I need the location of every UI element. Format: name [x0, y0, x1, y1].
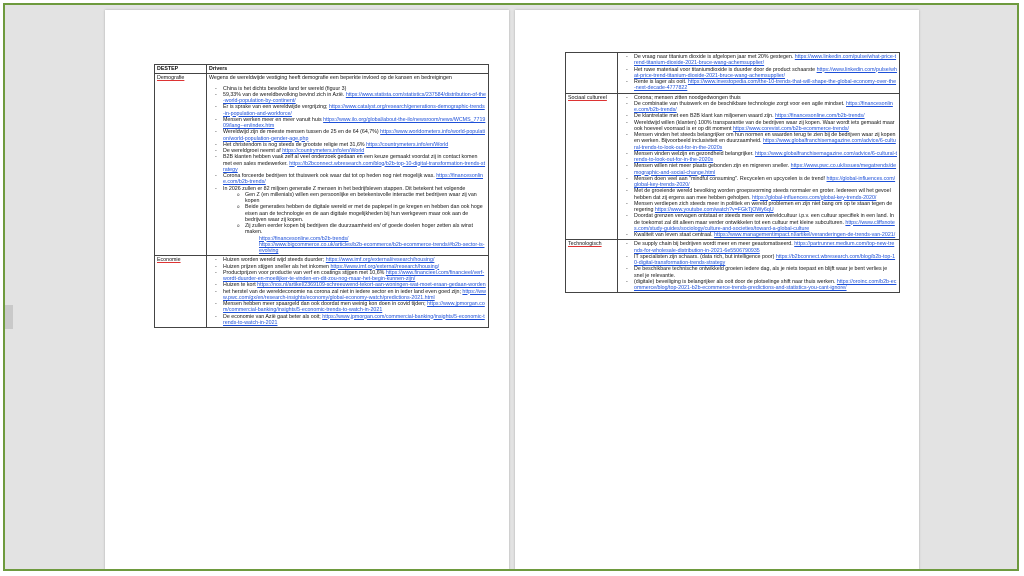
table-row-technologisch: [566, 240, 900, 293]
category-technologisch: Technologisch: [568, 241, 602, 248]
hyperlink[interactable]: https://www.catalyst.org/research/generations-demographic-trends-in-population-and-workforce/: [223, 104, 485, 117]
hyperlink[interactable]: https://www.jpmorgan.com/commercial-banking/insights/5-economic-trends-to-watch-in-2021: [223, 313, 485, 326]
item-text: De vraag naar titanium dioxide is afgelopen jaar met 20% gestegen.: [634, 54, 794, 60]
hyperlink[interactable]: https://financesonline.com/b2b-trends/: [634, 100, 893, 113]
gen-z-sublist: [231, 192, 486, 236]
list-item: [223, 270, 486, 283]
list-item: [634, 101, 897, 114]
technologisch-list: [620, 241, 897, 291]
sub-link[interactable]: https://financesonline.com/b2b-trends/: [259, 235, 349, 242]
hyperlink[interactable]: https://nos.nl/artikel/2369109-schreeuwend-tekort-aan-woningen-wat-moet-eraan-gedaan-worden: [257, 282, 486, 289]
hyperlink[interactable]: https://financesonline.com/b2b-trends/: [775, 113, 865, 120]
item-text: In 2026 zullen er 82 miljoen generatie Z mensen in het bedrijfsleven stappen. Dit betekent het volgende: [223, 185, 466, 192]
item-text: Met de groeiende wereld bevolking worden groepsvorming steeds normaler en groter. Iedereen wil het gevoel hebben dat zij ergens aan mee hebben geholpen.: [634, 188, 891, 201]
list-item: [634, 279, 897, 292]
item-text: Huizen te kort: [223, 282, 256, 289]
item-text: China is het dichts bevolkte land ter wereld (figuur 3): [223, 85, 347, 92]
item-text: Wereldwijd willen (klanten) 100% transparantie van de bedrijven waar zij kopen. Waar wordt iets gemaakt maar ook hoeveel voorraad is er op dit moment: [634, 119, 895, 132]
hyperlink[interactable]: https://b2bconnect.wbresearch.com/blog/b2b-top-10-digital-transformation-trends-strategy: [634, 253, 896, 266]
item-text: Mensen vinden het steeds belangrijker om hun normen en waarden terug te zien bij de bedrijven waar zij kopen en werken. Bijvoorbeeld inclusiviteit en duurzaamheid.: [634, 132, 896, 145]
item-text: Corona; mensen zitten noodgedwongen thuis: [634, 94, 741, 101]
item-text: De economie van Azië gaat beter als ooit;: [223, 313, 321, 320]
hyperlink[interactable]: https://www.managementimpact.nl/artikel/veranderingen-de-trends-van-2021/: [714, 232, 896, 238]
hyperlink[interactable]: https://www.jpmorgan.com/commercial-banking/insights/5-economic-trends-to-watch-in-2021: [223, 301, 485, 314]
table-header-row: [155, 65, 489, 74]
list-item: [223, 301, 486, 314]
category-sociaal-cultureel: Sociaal cultureel: [568, 94, 607, 101]
list-item: [223, 117, 486, 130]
item-text: het herstel van de wereldeconomie na corona zal niet in iedere sector en in ieder land even goed zijn;: [223, 288, 461, 295]
list-item: [223, 104, 486, 117]
item-text: Mensen verdiepen zich steeds meer in politiek en wereld problemen en zijn niet bang om op te staan tegen de regering: [634, 200, 893, 213]
hyperlink[interactable]: https://www.youtube.com/watch?v=FGkTjOWy6qU: [654, 207, 774, 213]
item-text: Corona forceerde bedrijven tot thuiswerk ook waar dat tot op heden nog niet mogelijk was.: [223, 173, 435, 179]
list-item: [634, 266, 897, 279]
list-item: [223, 154, 486, 173]
list-item: [634, 241, 897, 254]
hyperlink[interactable]: https://www.financieel.com/financieel/verf-wordt-duurder-en-moeilijker-te-vinden-en-dit-zou-nog-maar-het-begin-kunnen-zijn/: [223, 269, 485, 282]
item-text: De supply chain bij bedrijven wordt meer en meer geautomatiseerd.: [634, 241, 793, 248]
hyperlink[interactable]: https://www.pwc.co.uk/issues/megatrends/demographic-and-social-change.html: [634, 163, 897, 176]
item-text: Kwaliteit van leven staat centraal.: [634, 232, 713, 238]
list-item: [634, 54, 897, 67]
table-row-economie-continued: [566, 53, 900, 94]
economie-continued-list: [620, 54, 897, 92]
category-demografie: Demografie: [157, 75, 185, 82]
hyperlink[interactable]: https://www.worldometers.info/world-population/world-population-gender-age.php: [223, 129, 485, 142]
item-text: Het christendom is nog steeds de grootste religie met 31,6%: [223, 141, 365, 148]
table-row-economie: [155, 256, 489, 328]
item-text: Het ruwe materiaal voor titaniumdioxide is duurder door de product schaarste: [634, 66, 816, 73]
item-text: IT specialisten zijn schaars. (data rich, but intelligence poor): [634, 253, 775, 260]
list-item: [634, 132, 897, 151]
header-drivers: Drivers: [207, 65, 489, 74]
hyperlink[interactable]: https://www.linkedin.com/pulse/what-price-trend-titanium-dioxide-2021-bruce-wang-achemsupplier/: [634, 66, 897, 79]
item-text: Huizen prijzen stijgen sneller als het inkomen: [223, 263, 329, 270]
list-item: [634, 151, 897, 164]
hyperlink[interactable]: https://www.linkedin.com/pulse/what-price-trend-titanium-dioxide-2021-bruce-wang-achemsupplier/: [634, 54, 897, 67]
destep-table: [154, 64, 489, 328]
list-item: [223, 314, 486, 327]
page-1: [105, 10, 509, 570]
hyperlink[interactable]: https://www.pwc.com/gx/en/research-insights/economy/global-economy-watch/predictions-2021.html: [223, 288, 486, 301]
page-2: [515, 10, 919, 570]
item-text: Mensen werken meer en meer vanuit huis: [223, 116, 322, 123]
item-text: Rente is lager als ooit.: [634, 79, 687, 85]
item-text: (digitale) beveiliging is belangrijker als ooit door de plotselinge shift naar thuis werken.: [634, 278, 836, 285]
hyperlink[interactable]: https://countrymeters.info/en/World: [282, 148, 365, 154]
list-item: [634, 176, 897, 189]
sub-item: o Beide generaties hebben de digitale wereld er met de paplepel in ge kregen en hebben dan ook hoge eisen aan de technologie en de aan digitale mogelijkheden bij hun werkgeven maar ook aan de bedrijven waar zij kopen.: [245, 204, 486, 223]
item-text: Wereldwijd zijn de meeste mensen tussen de 25 en de 64 (64,7%): [223, 129, 379, 136]
item-text: Er is sprake van een wereldwijde vergrijzing;: [223, 104, 328, 111]
hyperlink[interactable]: https://www.globalfranchisemagazine.com/advice/6-cultural-trends-to-look-out-for-in-the-2020s: [634, 150, 897, 163]
hyperlink[interactable]: https://www.globalfranchisemagazine.com/advice/6-cultural-trends-to-look-out-for-in-the-2020s: [634, 138, 896, 151]
item-text: De klantrelatie met een B2B klant kan miljoenen waard zijn.: [634, 113, 774, 120]
list-item: [634, 213, 897, 232]
item-text: Mensen willen niet meer plaats gebonden zijn en migreren sneller.: [634, 163, 790, 170]
sociaal-list: [620, 95, 897, 239]
hyperlink[interactable]: https://global-influences.com/global-key-trends-2020/: [634, 175, 896, 188]
hyperlink[interactable]: https://partrunner.medium.com/top-new-trends-for-wholesale-distribution-in-2021-6e5506790935: [634, 241, 895, 254]
list-item: [223, 289, 486, 302]
list-item: [223, 129, 486, 142]
item-text: Mensen hebben meer spaargeld dan ook doordat men weinig kon doen in covid tijden;: [223, 301, 426, 307]
sub-item: o Zij zullen eerder kopen bij bedrijven die duurzaamheid en/ of goede doelen hoger zetten als winst maken.: [245, 223, 486, 236]
scroll-indicator[interactable]: [5, 305, 13, 329]
list-item: [223, 92, 486, 105]
sub-item: o Gen Z (en millenials) willen een persoonlijke en betekenisvolle interactie met bedrijven waar zij van kopen: [245, 192, 486, 205]
document-viewer: [3, 3, 1019, 571]
hyperlink[interactable]: https://financesonline.com/b2b-trends/: [223, 173, 484, 186]
item-text: Mensen doen veel aan "mindful consuming". Recycelen en upcycelen is de trend!: [634, 175, 826, 182]
list-item: [634, 120, 897, 133]
hyperlink[interactable]: https://www.imf.org/external/research/housing/: [325, 257, 435, 264]
item-text: Huizen worden wereld wijd steeds duurder;: [223, 257, 325, 264]
hyperlink[interactable]: https://b2bconnect.wbresearch.com/blog/b2b-top-10-digital-transformation-trends-strategy: [223, 160, 486, 173]
sub-link[interactable]: https://www.bigcommerce.co.uk/articles/b2b-ecommerce/b2b-ecommerce-trends/#b2b-sector-is-evolving: [259, 241, 485, 254]
list-item: [634, 232, 897, 238]
economie-list: [209, 257, 486, 326]
header-destep: DESTEP: [155, 65, 207, 74]
hyperlink[interactable]: https://www.cliffsnotes.com/study-guides/sociology/culture-and-societies/toward-a-global-culture: [634, 219, 895, 232]
item-text: 59,33% van de wereldbevolking bevind zich in Azië.: [223, 91, 345, 98]
category-economie: Economie: [157, 257, 181, 264]
demografie-intro: Wegens de wereldwijde vestiging heeft demografie een beperkte invloed op de kansen en bedreigingen: [209, 75, 452, 82]
item-text: B2B klanten hebben vaak zelf al veel onderzoek gedaan en een keuze gemaakt voordat zij in contact komen met een sales medewerker.: [223, 154, 478, 167]
hyperlink[interactable]: https://www.statista.com/statistics/237584/distribution-of-the-world-population-by-continent/: [223, 91, 486, 104]
list-item: [634, 254, 897, 267]
list-item: [634, 188, 897, 201]
table-row-sociaal: [566, 93, 900, 240]
list-item: [634, 79, 897, 92]
destep-table-continued: [565, 52, 900, 293]
demografie-list: [209, 86, 486, 192]
hyperlink[interactable]: https://countrymeters.info/en/World: [366, 141, 449, 148]
item-text: De beschikbare technische ontwikkeld groeien iedere dag, als je niets toepast en blijft waar je bent verlies je snel je relevantie.: [634, 266, 888, 279]
table-row-demografie: [155, 74, 489, 256]
hyperlink[interactable]: https://www.imf.org/external/research/housing/: [330, 263, 440, 270]
list-item: [634, 163, 897, 176]
item-text: Mensen vinden welzijn en gezondheid belangrijker.: [634, 150, 754, 157]
hyperlink[interactable]: https://www.corevist.com/b2b-ecommerce-trends/: [732, 125, 849, 132]
list-item: [634, 67, 897, 80]
item-text: De wereldgroei neemt af: [223, 148, 281, 154]
hyperlink[interactable]: https://www.investopedia.com/the-10-trends-that-will-shape-the-global-economy-over-the-next-decade-4777822: [634, 79, 897, 92]
hyperlink[interactable]: https://oroinc.com/b2b-ecommerce/blog/top-2021-b2b-ecommerce-trends-predictions-and-statistics-you-cant-ignore/: [634, 278, 897, 291]
item-text: De combinatie van thuiswerk en de beschikbare technologie zorgt voor een agile mindset.: [634, 100, 845, 107]
hyperlink[interactable]: https://global-influences.com/global-key-trends-2020/: [752, 194, 877, 201]
hyperlink[interactable]: https://www.ilo.org/global/about-the-ilo/newsroom/news/WCMS_771909/lang--en/index.htm: [223, 116, 486, 129]
list-item: [634, 201, 897, 214]
list-item: [223, 173, 486, 186]
item-text: Productprijzen voor productie van verf en coatings stijgen met 10,6%: [223, 269, 385, 276]
item-text: Doordat grenzen vervagen ontstaat er steeds meer een wereldcultuur i.p.v. een cultuur specifiek in een land. In de toekomst zal dit alleen maar verder ontwikkelen tot een cultuur met kleine subculturen.: [634, 213, 894, 226]
